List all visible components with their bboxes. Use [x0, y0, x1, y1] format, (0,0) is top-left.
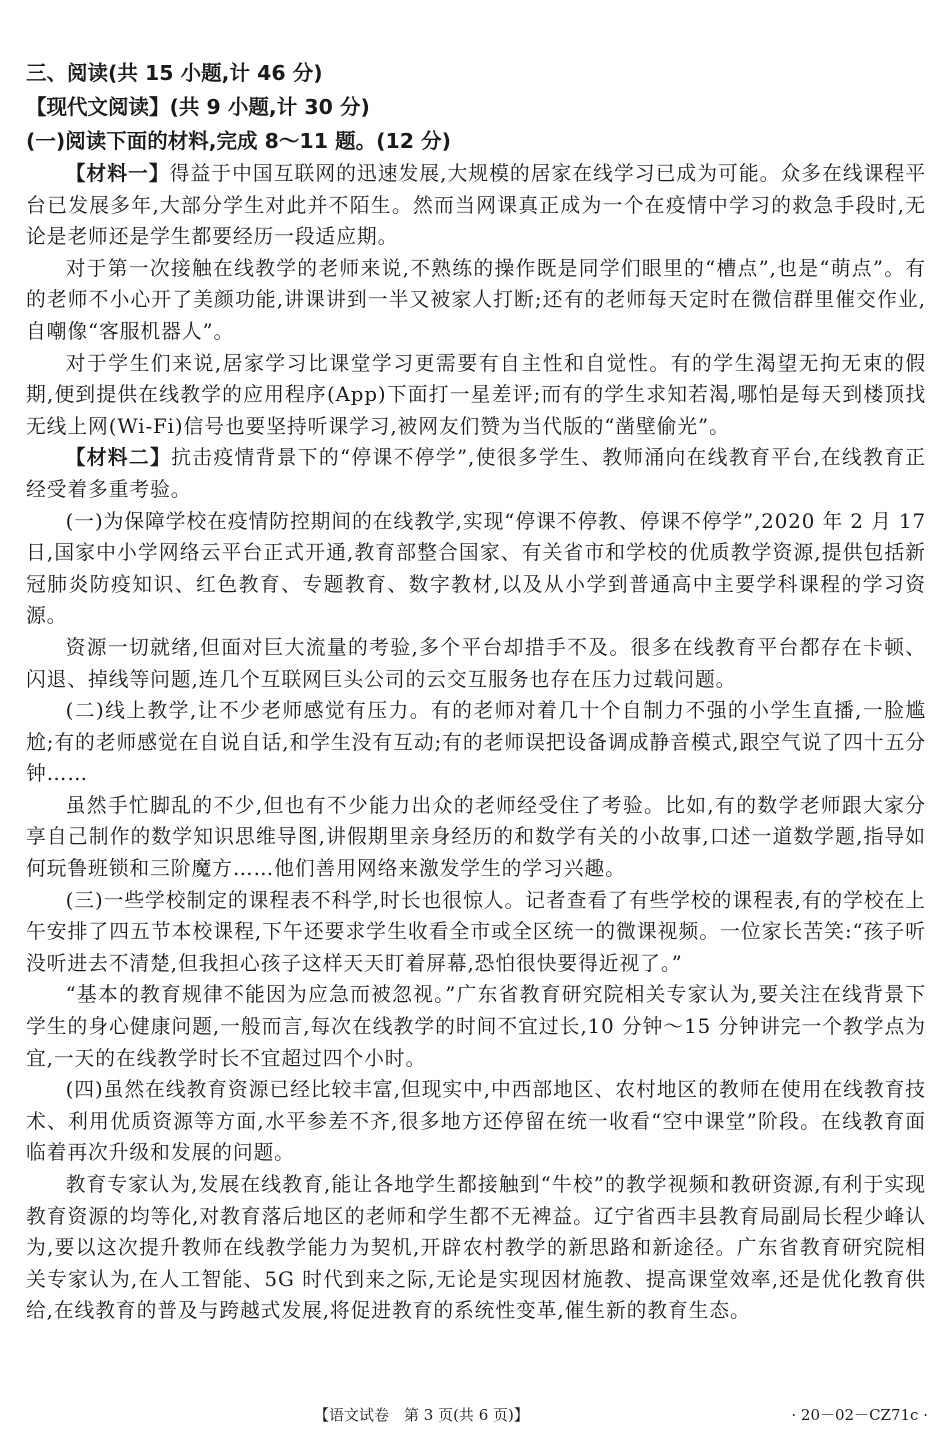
- page-number-label: 【语文试卷 第 3 页(共 6 页)】: [314, 1406, 529, 1424]
- material1-tag: 【材料一】: [65, 162, 170, 185]
- material2-paragraph-2: (一)为保障学校在疫情防控期间的在线教学,实现“停课不停教、停课不停学”,2020 年 2 月 17 日,国家中小学网络云平台正式开通,教育部整合国家、有关省市和学校的优质教学资源,提供包括新冠肺炎防疫知识、红色教育、专题教育、数字教材,以及从小学到普通高中主要学科课程的学习资源。: [26, 509, 926, 628]
- section-title: 三、阅读(共 15 小题,计 46 分): [26, 61, 323, 85]
- material2-paragraph-1: [26, 442, 926, 505]
- material1-paragraph-2: 对于第一次接触在线教学的老师来说,不熟练的操作既是同学们眼里的“槽点”,也是“萌点”。有的老师不小心开了美颜功能,讲课讲到一半又被家人打断;还有的老师每天定时在微信群里催交作业,自嘲像“客服机器人”。: [26, 256, 926, 343]
- material2-p1-text: 抗击疫情背景下的“停课不停学”,使很多学生、教师涌向在线教育平台,在线教育正经受着多重考验。: [26, 446, 926, 501]
- material2-tag: 【材料二】: [65, 446, 172, 470]
- question-group-title: (一)阅读下面的材料,完成 8～11 题。(12 分): [26, 129, 451, 153]
- material2-paragraph-5: 虽然手忙脚乱的不少,但也有不少能力出众的老师经受住了考验。比如,有的数学老师跟大家分享自己制作的数学知识思维导图,讲假期里亲身经历的和数学有关的小故事,口述一道数学题,指导如何玩鲁班锁和三阶魔方……他们善用网络来激发学生的学习兴趣。: [26, 793, 926, 881]
- material2-paragraph-9: 教育专家认为,发展在线教育,能让各地学生都接触到“牛校”的教学视频和教研资源,有利于实现教育资源的均等化,对教育落后地区的老师和学生都不无裨益。辽宁省西丰县教育局副局长程少峰认为,要以这次提升教师在线教学能力为契机,开辟农村教学的新思路和新途径。广东省教育研究院相关专家认为,在人工智能、5G 时代到来之际,无论是实现因材施教、提高课堂效率,还是优化教育供给,在线教育的普及与跨越式发展,将促进教育的系统性变革,催生新的教育生态。: [26, 1173, 926, 1323]
- exam-page: [26, 56, 926, 1327]
- subsection-title: 【现代文阅读】(共 9 小题,计 30 分): [26, 95, 370, 119]
- exam-code: · 20－02－CZ71c ·: [791, 1406, 928, 1424]
- material2-paragraph-4: (二)线上教学,让不少老师感觉有压力。有的老师对着几十个自制力不强的小学生直播,一脸尴尬;有的老师感觉在自说自话,和学生没有互动;有的老师误把设备调成静音模式,跟空气说了四十五分钟……: [26, 699, 926, 786]
- material1-paragraph-1: [26, 158, 926, 253]
- material1-paragraph-3: 对于学生们来说,居家学习比课堂学习更需要有自主性和自觉性。有的学生渴望无拘无束的假期,便到提供在线教学的应用程序(App)下面打一星差评;而有的学生求知若渴,哪怕是每天到楼顶找无线上网(Wi-Fi)信号也要坚持听课学习,被网友们赞为当代版的“凿壁偷光”。: [26, 351, 926, 438]
- material2-paragraph-3: 资源一切就绪,但面对巨大流量的考验,多个平台却措手不及。很多在线教育平台都存在卡顿、闪退、掉线等问题,连几个互联网巨头公司的云交互服务也存在压力过载问题。: [26, 635, 926, 691]
- material1-p1-text: 得益于中国互联网的迅速发展,大规模的居家在线学习已成为可能。众多在线课程平台已发展多年,大部分学生对此并不陌生。然而当网课真正成为一个在疫情中学习的救急手段时,无论是老师还是学生都要经历一段适应期。: [26, 162, 926, 249]
- page-footer: [0, 1403, 950, 1427]
- material2-paragraph-6: (三)一些学校制定的课程表不科学,时长也很惊人。记者查看了有些学校的课程表,有的学校在上午安排了四五节本校课程,下午还要求学生收看全市或全区统一的微课视频。一位家长苦笑:“孩子听没听进去不清楚,但我担心孩子这样天天盯着屏幕,恐怕很快要得近视了。”: [26, 888, 926, 975]
- material2-paragraph-8: (四)虽然在线教育资源已经比较丰富,但现实中,中西部地区、农村地区的教师在使用在线教育技术、利用优质资源等方面,水平参差不齐,很多地方还停留在统一收看“空中课堂”阶段。在线教育面临着再次升级和发展的问题。: [26, 1078, 926, 1165]
- material2-paragraph-7: “基本的教育规律不能因为应急而被忽视。”广东省教育研究院相关专家认为,要关注在线背景下学生的身心健康问题,一般而言,每次在线教学的时间不宜过长,10 分钟～15 分钟讲完一个教学点为宜,一天的在线教学时长不宜超过四个小时。: [26, 983, 926, 1070]
